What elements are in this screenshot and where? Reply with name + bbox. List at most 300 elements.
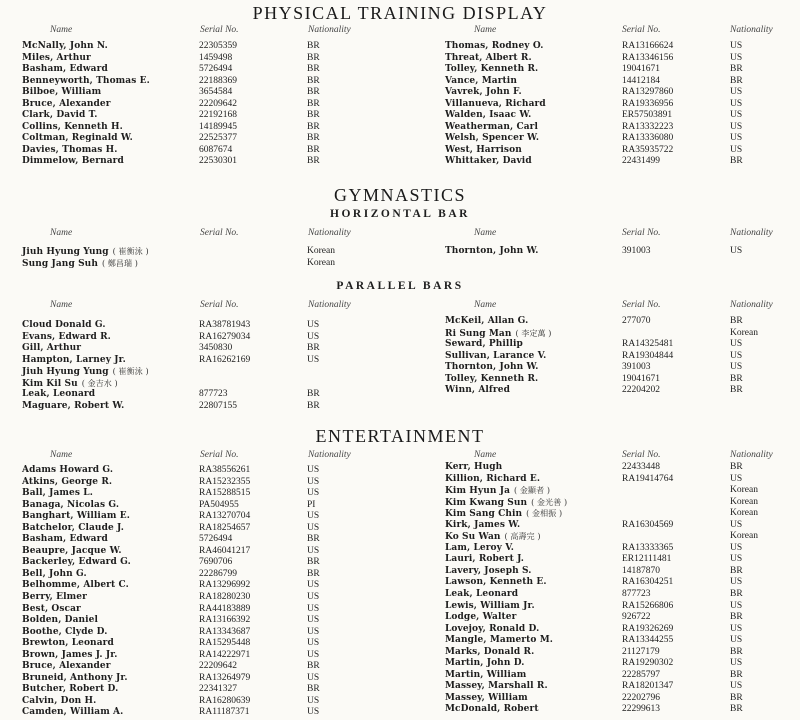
person-name-text: Thornton, John W. (445, 362, 539, 373)
nationality: BR (307, 156, 320, 167)
header-name: Name (474, 228, 497, 238)
serial-number: 391003 (622, 246, 651, 256)
person-name-text: Butcher, Robert D. (22, 684, 119, 695)
list-row (445, 246, 800, 258)
person-name (22, 673, 128, 685)
serial-number: RA15288515 (199, 488, 251, 499)
nationality: US (730, 681, 743, 692)
person-name-text: Bilboe, William (22, 87, 102, 98)
serial-number: RA16279034 (199, 331, 251, 342)
serial-number: RA19414764 (622, 473, 674, 484)
serial-number: RA19304844 (622, 350, 674, 361)
person-name-text: Leak, Leonard (445, 589, 519, 600)
serial-number: 3654584 (199, 87, 233, 98)
person-name (22, 389, 95, 401)
person-name (445, 246, 539, 258)
person-name (445, 351, 546, 363)
person-name (22, 684, 118, 696)
person-name (22, 546, 122, 558)
person-name-text: Walden, Isaac W. (445, 110, 532, 121)
person-name-text: Kirk, James W. (445, 519, 521, 530)
person-name-text: Tolley, Kenneth R. (445, 373, 539, 384)
person-name-text: Brewton, Leonard (22, 638, 114, 649)
person-name-text: Ball, James L. (22, 488, 93, 499)
person-name-text: Calvin, Don H. (22, 695, 97, 706)
nationality: US (307, 603, 320, 614)
nationality: US (730, 52, 743, 63)
nationality: BR (730, 669, 743, 680)
list-row (445, 658, 800, 670)
serial-number: 19041671 (622, 373, 660, 384)
nationality: US (307, 331, 320, 342)
list-row (445, 64, 800, 76)
person-name-text: Maguare, Robert W. (22, 400, 125, 411)
header-name: Name (474, 450, 497, 460)
person-name-text: McKeil, Allan G. (445, 316, 529, 326)
header-name: Name (50, 25, 73, 35)
nationality: US (307, 580, 320, 591)
person-name (22, 523, 124, 535)
person-name-text: Lavery, Joseph S. (445, 565, 532, 576)
person-name-text: Benneyworth, Thomas E. (22, 75, 150, 86)
person-name-hanja: ( 崔衡泳 ) (112, 367, 149, 377)
person-name-text: Jiuh Hyung Yung (22, 367, 109, 378)
person-name (445, 543, 514, 555)
serial-number: RA18201347 (622, 681, 674, 692)
person-name-hanja: ( 鄭昌瑞 ) (101, 258, 138, 268)
list-row (445, 41, 800, 53)
person-name-text: Boothe, Clyde D. (22, 626, 108, 637)
person-name-text: Bruce, Alexander (22, 98, 111, 109)
nationality: US (307, 615, 320, 626)
column-header-row (0, 300, 800, 312)
serial-number: 877723 (622, 589, 651, 600)
list-row (22, 366, 417, 378)
list-row (445, 601, 800, 613)
nationality: US (730, 246, 743, 256)
person-name (22, 661, 111, 673)
list-row (22, 320, 417, 332)
serial-number: 14412184 (622, 75, 660, 86)
header-name: Name (50, 450, 73, 460)
serial-number: 22204202 (622, 385, 660, 396)
person-name (445, 693, 528, 705)
nationality: US (307, 545, 320, 556)
list-row (445, 543, 800, 555)
person-name (445, 658, 525, 670)
person-name-text: Kerr, Hugh (445, 462, 503, 472)
nationality: BR (307, 568, 320, 579)
nationality: BR (307, 343, 320, 354)
header-name: Name (474, 25, 497, 35)
person-name-text: Jiuh Hyung Yung (22, 247, 109, 257)
person-name (445, 374, 538, 386)
person-name (445, 681, 548, 693)
person-name-text: Beaupre, Jacque W. (22, 545, 122, 556)
nationality: US (730, 133, 743, 144)
person-name-text: Atkins, George R. (22, 476, 113, 487)
header-serial: Serial No. (622, 25, 661, 35)
nationality: US (730, 362, 743, 373)
list-row (22, 110, 417, 122)
list-row (22, 133, 417, 145)
person-name-text: Thomas, Rodney O. (445, 41, 544, 51)
person-name-text: Lam, Leroy V. (445, 542, 514, 553)
nationality: BR (307, 144, 320, 155)
serial-number: RA13166392 (199, 615, 251, 626)
person-name-text: Miles, Arthur (22, 52, 91, 63)
person-name-text: Massey, Marshall R. (445, 681, 548, 692)
serial-number: RA13344255 (622, 635, 674, 646)
nationality: BR (307, 534, 320, 545)
person-name-text: Davies, Thomas H. (22, 144, 118, 155)
person-name (445, 520, 520, 532)
list-row (22, 258, 417, 270)
person-name (22, 332, 111, 344)
nationality: Korean (730, 508, 758, 519)
person-name-hanja: ( 李定萬 ) (515, 328, 552, 338)
person-name-hanja: ( 崔衡泳 ) (112, 247, 149, 256)
nationality: BR (307, 41, 320, 51)
nationality: US (730, 577, 743, 588)
column-header-row (0, 450, 800, 462)
list-row (22, 569, 417, 581)
person-name-text: Martin, William (445, 669, 527, 680)
serial-number: RA15295448 (199, 638, 251, 649)
serial-number: RA18254657 (199, 522, 251, 533)
list-row (22, 41, 417, 53)
header-name: Name (50, 300, 73, 310)
list-row (445, 462, 800, 474)
list-row (22, 557, 417, 569)
serial-number: RA19336956 (622, 98, 674, 109)
nationality: US (730, 350, 743, 361)
nationality: Korean (730, 485, 758, 496)
person-name (445, 41, 544, 53)
person-name (22, 511, 130, 523)
serial-number: RA15232355 (199, 476, 251, 487)
person-name (445, 122, 538, 134)
header-serial: Serial No. (622, 450, 661, 460)
person-name (22, 534, 108, 546)
list-row (445, 99, 800, 111)
column-header-row (0, 25, 800, 37)
horizontal-bar-right-list (445, 246, 800, 258)
person-name-text: Basham, Edward (22, 534, 108, 545)
serial-number: 7690706 (199, 557, 233, 568)
list-row (22, 511, 417, 523)
person-name (22, 64, 108, 76)
person-name (445, 362, 539, 374)
nationality: Korean (730, 327, 758, 338)
nationality: BR (307, 557, 320, 568)
list-row (445, 374, 800, 386)
serial-number: RA44183889 (199, 603, 251, 614)
list-row (445, 156, 800, 168)
person-name-text: Bolden, Daniel (22, 615, 99, 626)
nationality: US (730, 144, 743, 155)
subsection-title-horizontal-bar: HORIZONTAL BAR (330, 208, 470, 220)
nationality: US (730, 41, 743, 51)
nationality: US (307, 649, 320, 660)
list-row (22, 389, 417, 401)
serial-number: 22209642 (199, 661, 237, 672)
serial-number: RA13336080 (622, 133, 674, 144)
nationality: BR (730, 75, 743, 86)
physical-right-list (445, 41, 800, 168)
person-name (22, 53, 91, 65)
nationality: US (307, 354, 320, 365)
person-name-text: Bell, John G. (22, 568, 87, 579)
serial-number: 6087674 (199, 144, 233, 155)
list-row (445, 76, 800, 88)
serial-number: RA14325481 (622, 339, 674, 350)
list-row (445, 566, 800, 578)
person-name-text: Leak, Leonard (22, 389, 96, 400)
nationality: US (307, 626, 320, 637)
serial-number: RA11187371 (199, 707, 250, 718)
person-name-text: Massey, William (445, 692, 528, 703)
serial-number: 22807155 (199, 400, 237, 411)
person-name (445, 76, 517, 88)
person-name-text: Kim Kil Su (22, 378, 78, 389)
list-row (445, 328, 800, 340)
list-row (445, 122, 800, 134)
person-name (445, 704, 539, 716)
header-name: Name (50, 228, 73, 238)
header-serial: Serial No. (200, 25, 239, 35)
header-nationality: Nationality (308, 300, 351, 310)
nationality: US (730, 339, 743, 350)
serial-number: 14189945 (199, 121, 237, 132)
serial-number: RA14222971 (199, 649, 251, 660)
person-name (22, 592, 87, 604)
nationality: BR (730, 156, 743, 167)
nationality: BR (307, 389, 320, 400)
serial-number: RA19326269 (622, 623, 674, 634)
person-name (445, 53, 532, 65)
nationality: US (307, 707, 320, 718)
serial-number: 22525377 (199, 133, 237, 144)
nationality: US (730, 98, 743, 109)
person-name-text: Sullivan, Larance V. (445, 350, 547, 361)
nationality: BR (730, 612, 743, 623)
nationality: BR (730, 373, 743, 384)
serial-number: 926722 (622, 612, 651, 623)
person-name-hanja: ( 金光善 ) (531, 497, 568, 507)
person-name (22, 76, 150, 88)
entertainment-left-list (22, 465, 417, 719)
person-name-text: Kim Hyun Ja (445, 486, 511, 497)
person-name-text: Welsh, Spencer W. (445, 133, 540, 144)
nationality: BR (730, 462, 743, 472)
nationality: US (307, 488, 320, 499)
person-name-text: Vavrek, John F. (445, 87, 522, 98)
person-name (22, 343, 81, 355)
header-nationality: Nationality (730, 300, 773, 310)
serial-number: RA16280639 (199, 695, 251, 706)
section-title-entertainment: ENTERTAINMENT (315, 426, 485, 446)
serial-number: 22286799 (199, 568, 237, 579)
serial-number: 21127179 (622, 646, 660, 657)
nationality: US (730, 554, 743, 565)
serial-number: 3450830 (199, 343, 233, 354)
person-name (22, 145, 117, 157)
list-row (22, 488, 417, 500)
list-row (445, 531, 800, 543)
person-name (22, 707, 123, 719)
person-name (22, 500, 119, 512)
nationality: US (730, 110, 743, 121)
serial-number: RA13270704 (199, 511, 251, 522)
nationality: BR (730, 316, 743, 326)
person-name-text: Lewis, William Jr. (445, 600, 535, 611)
list-row (22, 332, 417, 344)
list-row (445, 704, 800, 716)
person-name (445, 566, 532, 578)
person-name (445, 145, 522, 157)
list-row (445, 577, 800, 589)
list-row (22, 76, 417, 88)
person-name (22, 401, 124, 413)
list-row (22, 465, 417, 477)
person-name (445, 670, 526, 682)
person-name-text: Brown, James J. Jr. (22, 649, 118, 660)
serial-number: RA46041217 (199, 545, 251, 556)
serial-number: 5726494 (199, 534, 233, 545)
list-row (22, 650, 417, 662)
list-row (22, 343, 417, 355)
list-row (445, 485, 800, 497)
person-name-text: Banaga, Nicolas G. (22, 499, 120, 510)
person-name-hanja: ( 金吉水 ) (81, 378, 118, 388)
header-serial: Serial No. (622, 300, 661, 310)
person-name (445, 110, 531, 122)
person-name-text: Gill, Arthur (22, 343, 82, 354)
serial-number: RA15266806 (622, 600, 674, 611)
person-name (445, 99, 546, 111)
serial-number: 277070 (622, 316, 651, 326)
person-name (445, 156, 532, 168)
person-name (22, 650, 117, 662)
serial-number: 22299613 (622, 704, 660, 715)
list-row (22, 684, 417, 696)
list-row (22, 378, 417, 390)
list-row (445, 693, 800, 705)
list-row (445, 612, 800, 624)
list-row (445, 87, 800, 99)
nationality: US (730, 473, 743, 484)
header-nationality: Nationality (308, 228, 351, 238)
person-name (22, 638, 114, 650)
person-name (22, 110, 98, 122)
list-row (445, 520, 800, 532)
person-name-text: Lauri, Robert J. (445, 554, 524, 565)
person-name (445, 647, 534, 659)
person-name-text: West, Harrison (445, 144, 522, 155)
list-row (445, 497, 800, 509)
header-nationality: Nationality (730, 25, 773, 35)
serial-number: ER57503891 (622, 110, 673, 121)
nationality: US (307, 592, 320, 603)
nationality: US (307, 465, 320, 475)
nationality: US (730, 542, 743, 553)
serial-number: RA16304569 (622, 519, 674, 530)
person-name (22, 557, 131, 569)
person-name-text: Cloud Donald G. (22, 320, 106, 330)
list-row (445, 316, 800, 328)
person-name (445, 635, 553, 647)
section-title-physical-training: PHYSICAL TRAINING DISPLAY (252, 3, 548, 23)
person-name (22, 99, 111, 111)
serial-number: RA38781943 (199, 320, 251, 330)
nationality: BR (730, 385, 743, 396)
person-name-text: McDonald, Robert (445, 704, 539, 715)
horizontal-bar-left-list (22, 246, 417, 269)
serial-number: RA13296992 (199, 580, 251, 591)
person-name-hanja: ( 金顯者 ) (514, 486, 551, 496)
serial-number: RA13264979 (199, 672, 251, 683)
list-row (445, 339, 800, 351)
entertainment-right-list (445, 462, 800, 716)
list-row (445, 474, 800, 486)
list-row (22, 615, 417, 627)
nationality: Korean (730, 496, 758, 507)
list-row (22, 401, 417, 413)
physical-left-list (22, 41, 417, 168)
nationality: BR (307, 661, 320, 672)
person-name (22, 627, 108, 639)
serial-number: 22431499 (622, 156, 660, 167)
serial-number: 14187870 (622, 565, 660, 576)
list-row (22, 673, 417, 685)
person-name (22, 696, 96, 708)
header-serial: Serial No. (622, 228, 661, 238)
list-row (445, 670, 800, 682)
header-nationality: Nationality (308, 450, 351, 460)
serial-number: RA13346156 (622, 52, 674, 63)
person-name-text: Ri Sung Man (445, 328, 512, 339)
list-row (22, 477, 417, 489)
list-row (22, 638, 417, 650)
person-name-text: Clark, David T. (22, 110, 98, 121)
list-row (445, 362, 800, 374)
nationality: US (307, 522, 320, 533)
person-name-text: Thornton, John W. (445, 246, 539, 256)
nationality: BR (307, 684, 320, 695)
nationality: PI (307, 499, 316, 510)
parallel-bars-left-list (22, 320, 417, 412)
parallel-bars-right-list (445, 316, 800, 397)
person-name-text: Evans, Edward R. (22, 331, 111, 342)
list-row (22, 145, 417, 157)
list-row (22, 707, 417, 719)
person-name (445, 612, 516, 624)
nationality: US (307, 638, 320, 649)
nationality: BR (730, 64, 743, 75)
person-name (445, 316, 528, 328)
nationality: BR (307, 400, 320, 411)
nationality: BR (307, 121, 320, 132)
serial-number: 877723 (199, 389, 228, 400)
list-row (445, 145, 800, 157)
person-name-text: Tolley, Kenneth R. (445, 64, 539, 75)
person-name (445, 601, 535, 613)
serial-number: 22433448 (622, 462, 660, 472)
list-row (22, 534, 417, 546)
person-name-text: Camden, William A. (22, 707, 124, 718)
nationality: BR (307, 87, 320, 98)
